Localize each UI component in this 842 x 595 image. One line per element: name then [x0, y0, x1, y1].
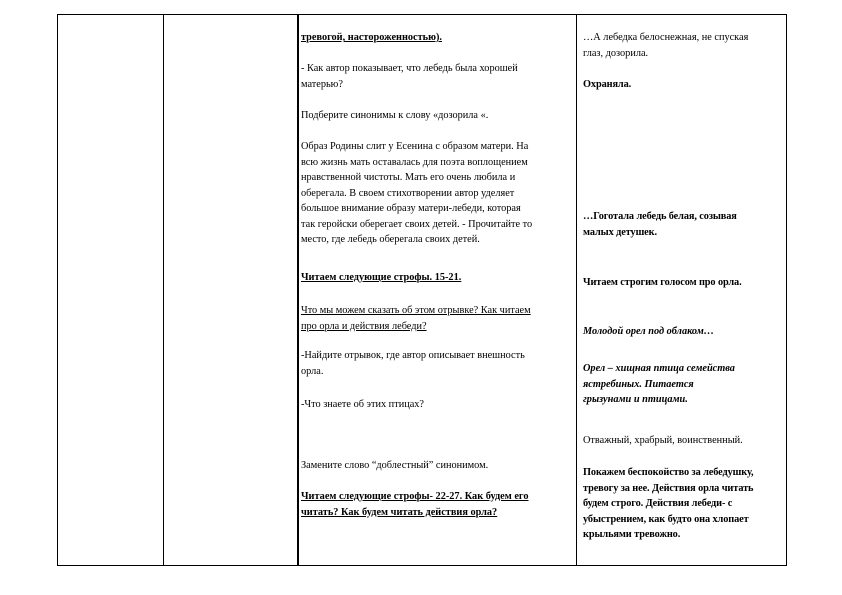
column-divider-1: [163, 15, 164, 565]
answer-okhranyala: Охраняла.: [583, 79, 632, 90]
student-activity-cell: [583, 15, 783, 565]
task-find-eagle-description: -Найдите отрывок, где автор описывает внешность орла.: [301, 350, 525, 377]
answer-strict-voice: Читаем строгим голосом про орла.: [583, 277, 742, 288]
answer-synonyms-brave: Отважный, храбрый, воинственный.: [583, 435, 743, 446]
eagle-definition: Орел – хищная птица семейства ястребиных. Питается грызунами и птицами.: [583, 363, 735, 405]
heading-read-strophes-15-21: Читаем следующие строфы. 15-21.: [301, 272, 462, 283]
question-about-birds: -Что знаете об этих птицах?: [301, 399, 425, 410]
text-anxiety: тревогой, настороженностью).: [301, 32, 442, 43]
text-motherland-image: Образ Родины слит у Есенина с образом матери. На всю жизнь мать оставалась для поэта воплощением нравственной чистоты. Мать его очень любила и оберегала. В своем стихотворении автор уделяет большое внимание образу матери-лебеди, которая так геройски оберегает своих детей. - Прочитайте то место, где лебедь оберегала своих детей.: [301, 141, 533, 245]
column-divider-3: [576, 15, 577, 565]
quote-gogotala: …Гоготала лебедь белая, созывая малых детушек.: [583, 211, 737, 238]
teacher-activity-cell: [301, 15, 574, 565]
task-synonyms-dozorila: Подберите синонимы к слову «дозорила «.: [301, 110, 489, 121]
quote-lebedka: …А лебедка белоснежная, не спуская глаз, дозорила.: [583, 32, 749, 59]
task-replace-word: Замените слово “доблестный” синонимом.: [301, 460, 489, 471]
answer-reading-manner: Покажем беспокойство за лебедушку, тревогу за нее. Действия орла читать будем строго. Действия лебеди- с убыстрением, как будто она хлопает крыльями тревожно.: [583, 467, 754, 540]
column-divider-2: [297, 15, 299, 565]
question-good-mother: - Как автор показывает, что лебедь была хорошей матерью?: [301, 63, 518, 90]
quote-young-eagle: Молодой орел под облаком…: [583, 326, 715, 337]
heading-read-strophes-22-27: Читаем следующие строфы- 22-27. Как будем его читать? Как будем читать действия орла?: [301, 491, 529, 518]
question-about-excerpt: Что мы можем сказать об этом отрывке? Как читаем про орла и действия лебеди?: [301, 305, 531, 332]
lesson-table: [57, 14, 787, 566]
